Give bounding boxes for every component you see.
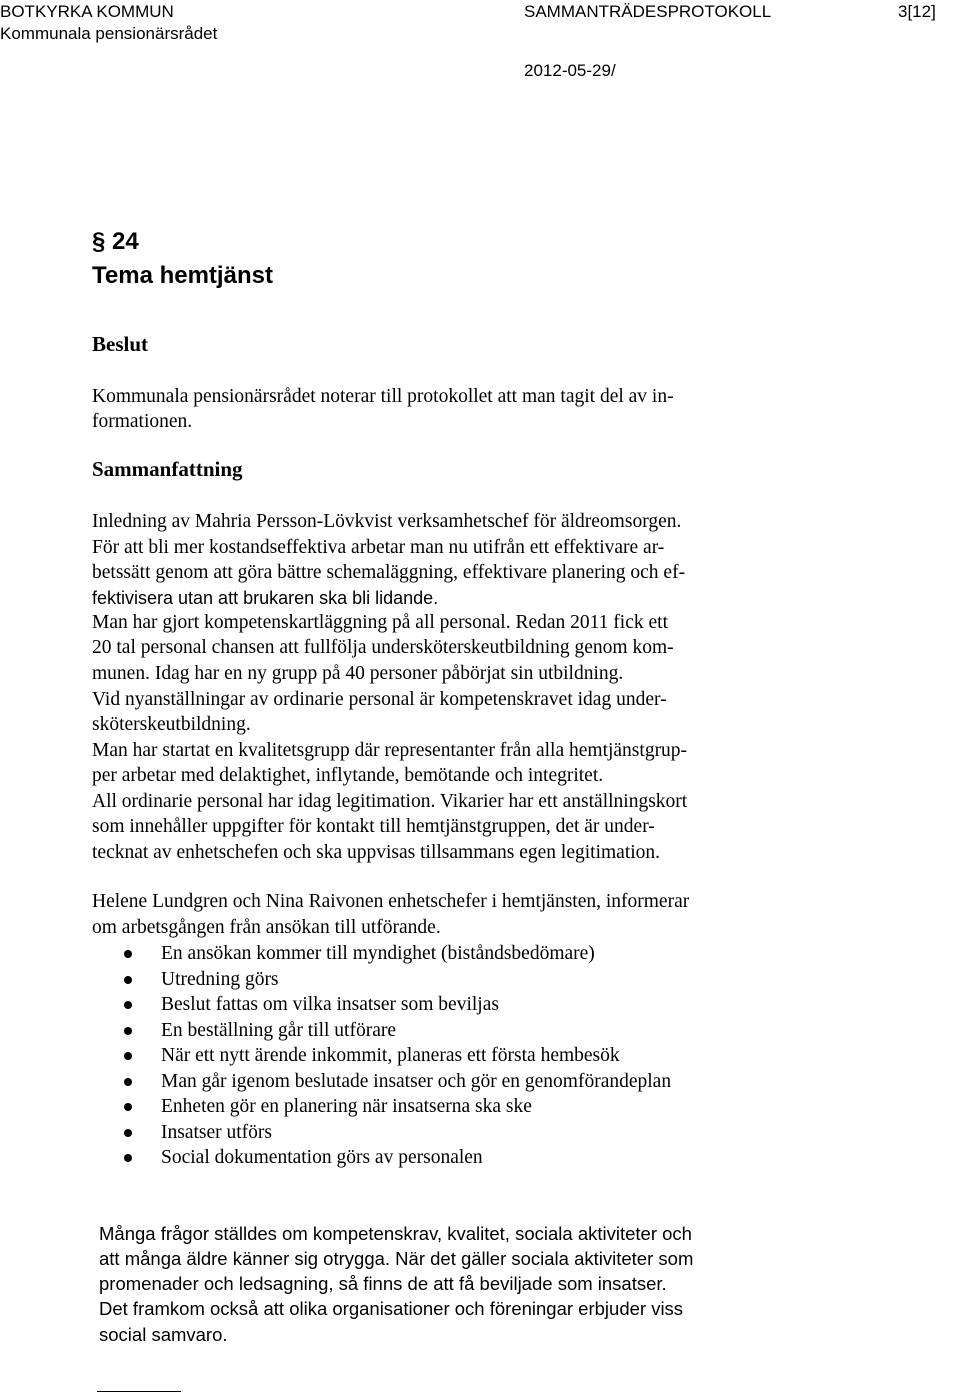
list-item: En ansökan kommer till myndighet (biståndsbedömare)	[161, 943, 595, 964]
section-title: Tema hemtjänst	[92, 262, 273, 289]
org-name: BOTKYRKA KOMMUN	[0, 2, 174, 21]
signature-rule	[97, 1391, 181, 1392]
bullet-icon	[124, 1078, 132, 1086]
bullet-icon	[124, 976, 132, 984]
list-item: Enheten gör en planering när insatserna ska ske	[161, 1096, 532, 1117]
intro-line: om arbetsgången från ansökan till utförande.	[92, 917, 441, 938]
beslut-line: formationen.	[92, 411, 193, 432]
bullet-icon	[124, 1154, 132, 1162]
summary-line: som innehåller uppgifter för kontakt till hemtjänstgruppen, det är under-	[92, 816, 655, 837]
list-item: Man går igenom beslutade insatser och gör en genomförandeplan	[161, 1071, 672, 1092]
intro-line: Helene Lundgren och Nina Raivonen enhetschefer i hemtjänsten, informerar	[92, 891, 690, 912]
summary-line: Man har startat en kvalitetsgrupp där representanter från alla hemtjänstgrup-	[92, 740, 688, 761]
doc-type: SAMMANTRÄDESPROTOKOLL	[524, 2, 772, 21]
summary-line: All ordinarie personal har idag legitimation. Vikarier har ett anställningskort	[92, 791, 688, 812]
closing-line: social samvaro.	[99, 1324, 228, 1345]
closing-line: Det framkom också att olika organisationer och föreningar erbjuder viss	[99, 1298, 684, 1319]
bullet-icon	[124, 1001, 132, 1009]
summary-line: per arbetar med delaktighet, inflytande, bemötande och integritet.	[92, 765, 604, 786]
summary-line: fektivisera utan att brukaren ska bli lidande.	[92, 588, 439, 608]
closing-line: att många äldre känner sig otrygga. När det gäller sociala aktiviteter som	[99, 1248, 694, 1269]
sammanfattning-heading: Sammanfattning	[92, 457, 243, 481]
bullet-icon	[124, 950, 132, 958]
beslut-heading: Beslut	[92, 332, 149, 356]
closing-line: promenader och ledsagning, så finns de att få beviljade som insatser.	[99, 1273, 667, 1294]
bullet-icon	[124, 1052, 132, 1060]
list-item: Utredning görs	[161, 969, 279, 990]
closing-line: Många frågor ställdes om kompetenskrav, kvalitet, sociala aktiviteter och	[99, 1223, 692, 1244]
beslut-line: Kommunala pensionärsrådet noterar till protokollet att man tagit del av in-	[92, 386, 674, 407]
paragraph-symbol: §	[92, 228, 106, 255]
list-item: Beslut fattas om vilka insatser som beviljas	[161, 994, 499, 1015]
bullet-icon	[124, 1103, 132, 1111]
list-item: En beställning går till utförare	[161, 1020, 397, 1041]
list-item: När ett nytt ärende inkommit, planeras ett första hembesök	[161, 1045, 620, 1066]
summary-line: tecknat av enhetschefen och ska uppvisas tillsammans egen legitimation.	[92, 842, 661, 863]
bullet-icon	[124, 1027, 132, 1035]
summary-line: Man har gjort kompetenskartläggning på all personal. Redan 2011 fick ett	[92, 612, 668, 633]
summary-line: betssätt genom att göra bättre schemaläggning, effektivare planering och ef-	[92, 562, 686, 583]
bullet-icon	[124, 1129, 132, 1137]
page-number: 3[12]	[898, 2, 936, 21]
summary-line: För att bli mer kostandseffektiva arbetar man nu utifrån ett effektivare ar-	[92, 537, 665, 558]
summary-line: 20 tal personal chansen att fullfölja undersköterskeutbildning genom kom-	[92, 637, 674, 658]
list-item: Social dokumentation görs av personalen	[161, 1147, 483, 1168]
committee-name: Kommunala pensionärsrådet	[0, 24, 218, 43]
summary-line: Inledning av Mahria Persson-Lövkvist verksamhetschef för äldreomsorgen.	[92, 511, 682, 532]
summary-line: sköterskeutbildning.	[92, 714, 251, 735]
list-item: Insatser utförs	[161, 1122, 273, 1143]
meeting-date: 2012-05-29/	[524, 61, 616, 80]
summary-line: munen. Idag har en ny grupp på 40 personer påbörjat sin utbildning.	[92, 663, 624, 684]
summary-line: Vid nyanställningar av ordinarie personal är kompetenskravet idag under-	[92, 689, 667, 710]
section-number-value: 24	[112, 228, 139, 255]
section-number	[92, 227, 139, 257]
